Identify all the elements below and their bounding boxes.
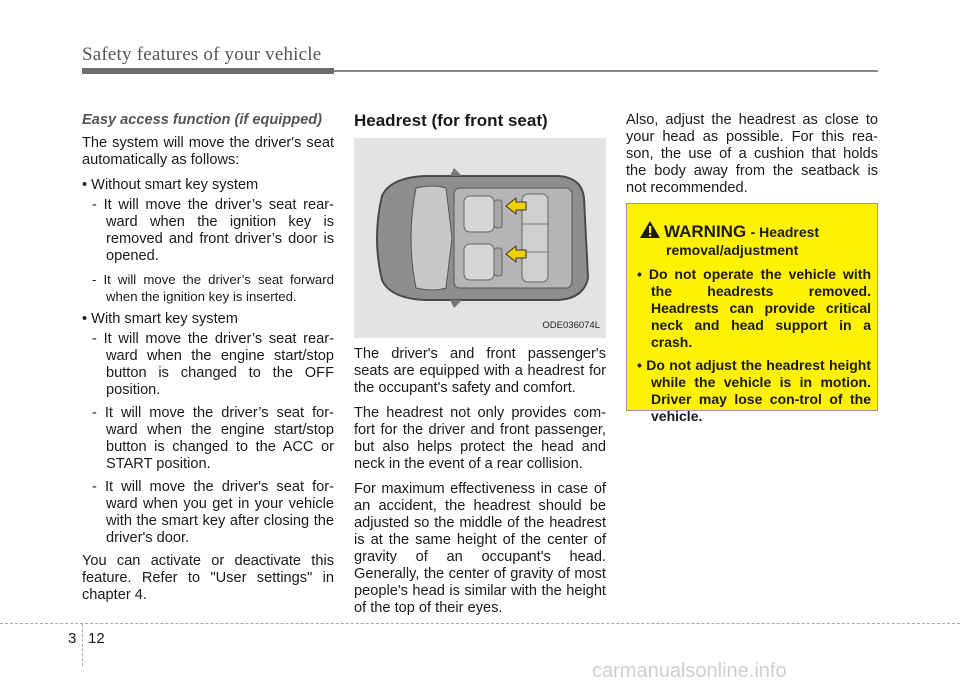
dash-item: - It will move the driver’s seat for-ward when the engine start/stop button is changed to the ACC or START position. xyxy=(92,405,334,472)
warning-box xyxy=(626,203,878,424)
header-rule xyxy=(334,70,878,72)
headrest-para-2: The headrest not only provides com-fort for the driver and front passenger, but also helps protect the head and neck in the event of a rear collision. xyxy=(354,405,606,472)
dash-item: - It will move the driver’s seat forward when the ignition key is inserted. xyxy=(92,272,334,304)
warning-subtitle: - Headrest xyxy=(750,224,820,240)
column-right xyxy=(626,112,878,205)
headrest-para-1: The driver's and front passenger's seats are equipped with a headrest for the occupant's safety and comfort. xyxy=(354,346,606,396)
dash-item: - It will move the driver’s seat rear-ward when the engine start/stop button is changed to the OFF position. xyxy=(92,331,334,398)
figure-code: ODE036074L xyxy=(542,320,600,331)
warning-item: • Do not adjust the headrest height while the vehicle is in motion. Driver may lose con-trol of the vehicle. xyxy=(637,357,871,424)
headrest-figure xyxy=(354,138,606,338)
headrest-para-3: For maximum effectiveness in case of an accident, the headrest should be adjusted so the middle of the headrest is at the same height of the center of gravity of an occupant's head. Generally, the center of gravity of most people's head is similar with the height of the top of their eyes. xyxy=(354,481,606,616)
chapter-number: 3 xyxy=(68,630,77,647)
warning-title: WARNING xyxy=(664,222,747,241)
column-middle xyxy=(354,112,606,625)
bullet-with-smart-key: • With smart key system xyxy=(82,311,238,327)
page-number: 12 xyxy=(88,630,105,647)
header-bar xyxy=(82,68,334,74)
warning-subtitle-line2: removal/adjustment xyxy=(666,242,799,258)
dash-item: - It will move the driver's seat for-ward when you get in your vehicle with the smart key after closing the driver's door. xyxy=(92,479,334,546)
warning-triangle-icon xyxy=(639,220,661,239)
easy-access-subtitle: Easy access function (if equipped) xyxy=(82,112,323,128)
footer-separator xyxy=(82,624,83,666)
page-header-title: Safety features of your vehicle xyxy=(82,44,322,65)
headrest-section-title: Headrest (for front seat) xyxy=(354,111,548,130)
easy-access-intro: The system will move the driver's seat automatically as follows: xyxy=(82,135,334,168)
warning-header xyxy=(639,220,869,258)
easy-access-outro: You can activate or deactivate this feature. Refer to "User settings" in chapter 4. xyxy=(82,553,334,603)
warning-list xyxy=(637,266,871,431)
car-topview-illustration xyxy=(354,138,606,338)
column-left xyxy=(82,112,334,612)
warning-item: • Do not operate the vehicle with the headrests removed. Headrests can provide critical neck and head support in a crash. xyxy=(637,266,871,350)
footer-rule xyxy=(0,623,960,624)
bullet-without-smart-key: • Without smart key system xyxy=(82,177,259,193)
headrest-para-4: Also, adjust the headrest as close to your head as possible. For this rea-son, the use of a cushion that holds the body away from the seatback is not recommended. xyxy=(626,112,878,196)
watermark: carmanualsonline.info xyxy=(592,660,787,682)
dash-item: - It will move the driver’s seat rear-ward when the ignition key is removed and front driver’s door is opened. xyxy=(92,197,334,264)
